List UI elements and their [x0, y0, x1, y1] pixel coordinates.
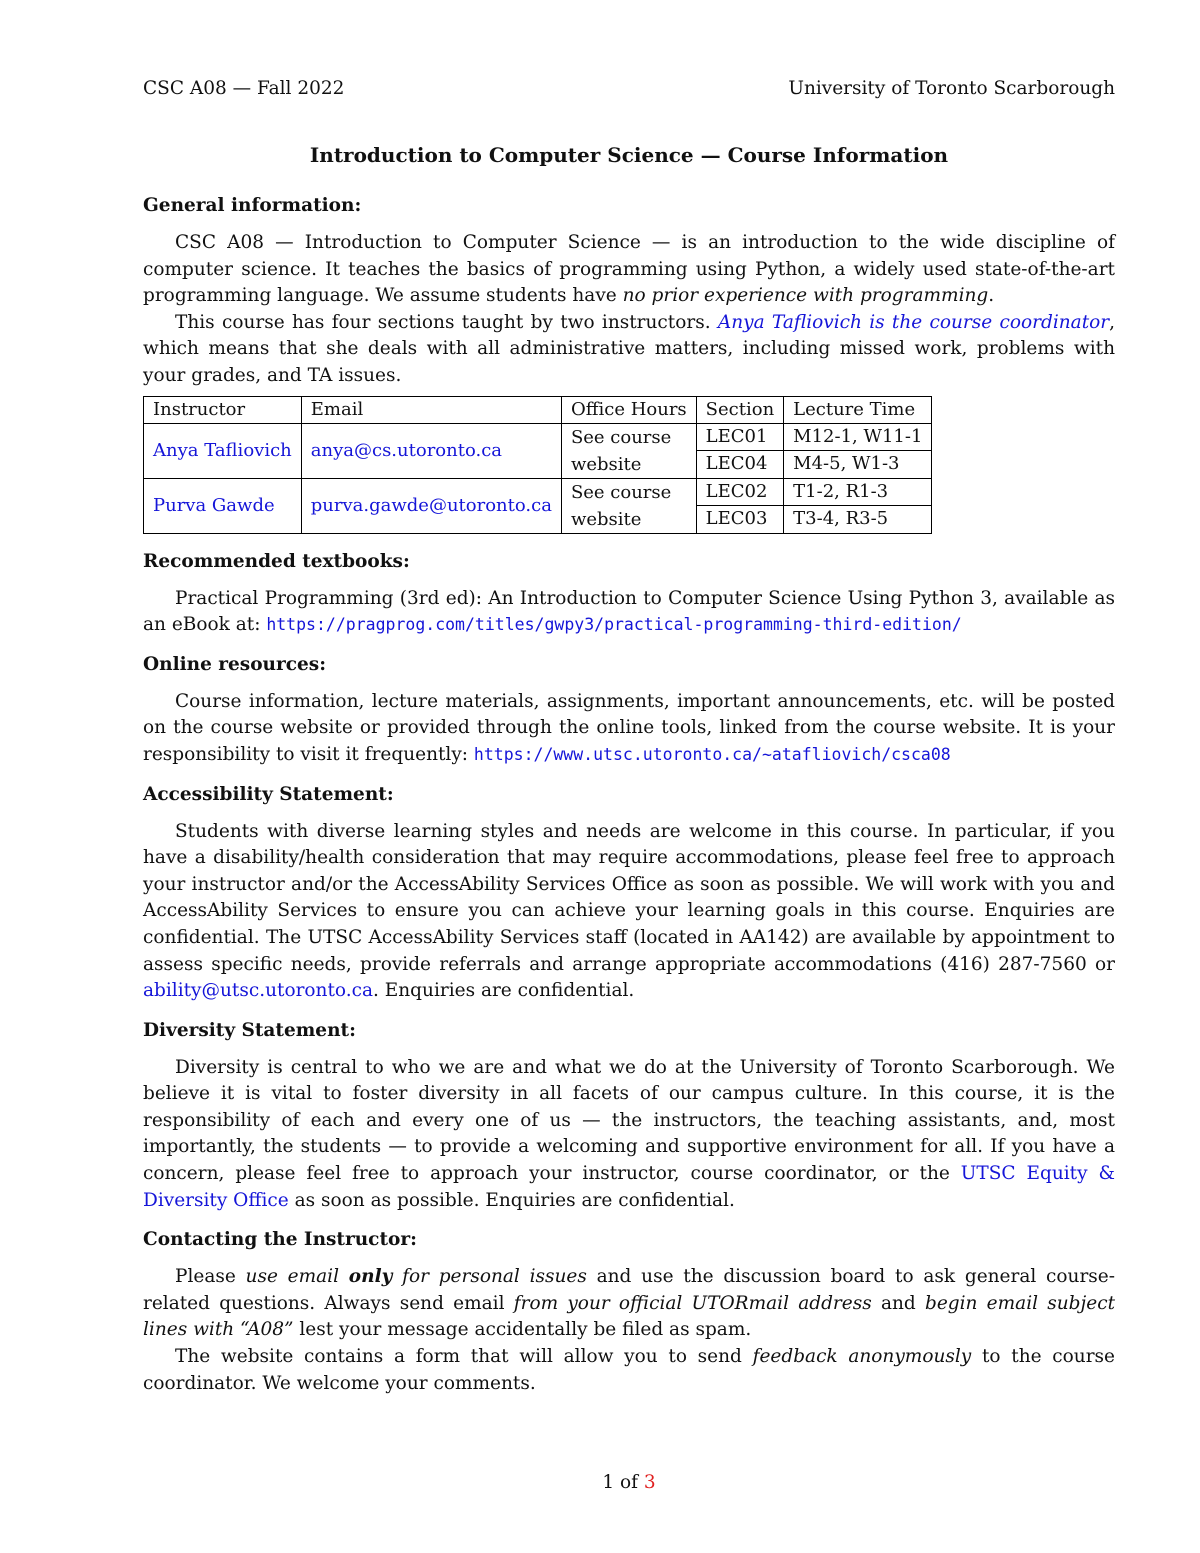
diversity-paragraph: Diversity is central to who we are and what we do at the University of Toronto Scarborough. We believe it is vital to foster diversity in all facets of our campus culture. In this course, it is the responsibility of each and every one of us — the instructors, the teaching assistants, and, most importantly, the students — to provide a welcoming and supportive environment for all. If you have a concern, please feel free to approach your instructor, course coordinator, or the UTSC Equity & Diversity Office as soon as possible. Enquiries are confidential. — [143, 1056, 1115, 1211]
general-section — [143, 192, 1115, 534]
office-hours-cell: See course website — [561, 423, 696, 478]
instructor-name-link[interactable]: Anya Tafliovich — [144, 423, 302, 478]
document-body — [143, 192, 1115, 1409]
accessibility-email-link[interactable]: ability@utsc.utoronto.ca — [143, 980, 373, 1002]
textbooks-paragraph: Practical Programming (3rd ed): An Introduction to Computer Science Using Python 3, available as an eBook at: https://pragprog.com/titles/gwpy3/practical-programming-third-edition/ — [143, 587, 1115, 636]
textbook-url-link[interactable]: https://pragprog.com/titles/gwpy3/practical-programming-third-edition/ — [266, 615, 962, 635]
section-cell: LEC01 — [696, 423, 783, 451]
page-total-link[interactable]: 3 — [643, 1472, 656, 1493]
lecture-time-cell: M12-1, W11-1 — [784, 423, 932, 451]
instructor-email-link[interactable]: purva.gawde@utoronto.ca — [301, 478, 561, 533]
table-row — [144, 423, 932, 451]
general-paragraph-1: CSC A08 — Introduction to Computer Science — is an introduction to the wide discipline of computer science. It teaches the basics of programming using Python, a widely used state-of-the-art programming language. We assume students have no prior experience with programming. — [143, 232, 1115, 307]
contacting-heading: Contacting the Instructor: — [143, 1229, 417, 1251]
diversity-section — [143, 1017, 1115, 1215]
table-header: Email — [301, 396, 561, 423]
contacting-paragraph-2: The website contains a form that will allow you to send feedback anonymously to the course coordinator. We welcome your comments. — [143, 1346, 1115, 1394]
page-footer: 1 of 3 — [602, 1472, 656, 1493]
lecture-time-cell: T1-2, R1-3 — [784, 478, 932, 506]
diversity-heading: Diversity Statement: — [143, 1019, 356, 1041]
instructor-name-link[interactable]: Purva Gawde — [144, 478, 302, 533]
table-header: Lecture Time — [784, 396, 932, 423]
office-hours-cell: See course website — [561, 478, 696, 533]
page-title: Introduction to Computer Science — Course Information — [309, 143, 949, 167]
course-code: CSC A08 — Fall 2022 — [143, 78, 345, 99]
general-heading: General information: — [143, 195, 362, 216]
instructor-table — [143, 396, 932, 534]
accessibility-paragraph: Students with diverse learning styles and needs are welcome in this course. In particular, if you have a disability/health consideration that may require accommodations, please feel free to approach your instructor and/or the AccessAbility Services Office as soon as possible. We will work with you and AccessAbility Services to ensure you can achieve your learning goals in this course. Enquiries are confidential. The UTSC AccessAbility Services staff (located in AA142) are available by appointment to assess specific needs, provide referrals and arrange appropriate accommodations (416) 287-7560 or ability@utsc.utoronto.ca. Enquiries are confidential. — [143, 820, 1115, 1002]
accessibility-heading: Accessibility Statement: — [143, 783, 394, 805]
contacting-paragraph-1: Please use email only for personal issues and use the discussion board to ask general course-related questions. Always send email from your official UTORmail address and begin email subject lines with “A08” lest your message accidentally be filed as spam. — [143, 1266, 1116, 1341]
accessibility-section — [143, 781, 1115, 1005]
table-header: Office Hours — [561, 396, 696, 423]
lecture-time-cell: T3-4, R3-5 — [784, 506, 932, 534]
online-section — [143, 651, 1115, 769]
online-heading: Online resources: — [143, 653, 327, 675]
textbooks-heading: Recommended textbooks: — [143, 550, 410, 572]
section-cell: LEC02 — [696, 478, 783, 506]
course-website-link[interactable]: https://www.utsc.utoronto.ca/~atafliovich/csca08 — [473, 744, 951, 764]
textbooks-section — [143, 548, 1115, 639]
equity-office-link[interactable]: UTSC Equity & Diversity Office — [143, 1163, 1115, 1211]
table-header: Section — [696, 396, 783, 423]
lecture-time-cell: M4-5, W1-3 — [784, 451, 932, 479]
page-number: 1 — [602, 1472, 615, 1493]
table-header: Instructor — [144, 396, 302, 423]
instructor-email-link[interactable]: anya@cs.utoronto.ca — [301, 423, 561, 478]
online-paragraph: Course information, lecture materials, assignments, important announcements, etc. will be posted on the course website or provided through the online tools, linked from the course website. It is your responsibility to visit it frequently: https://www.utsc.utoronto.ca/~atafliovich/csca08 — [143, 690, 1115, 765]
section-cell: LEC04 — [696, 451, 783, 479]
university-name: University of Toronto Scarborough — [788, 78, 1115, 99]
table-header-row — [144, 396, 932, 423]
section-cell: LEC03 — [696, 506, 783, 534]
contacting-section — [143, 1226, 1115, 1397]
general-paragraph-2: This course has four sections taught by two instructors. Anya Tafliovich is the course coordinator, which means that she deals with all administrative matters, including missed work, problems with your grades, and TA issues. — [143, 311, 1115, 386]
table-row — [144, 478, 932, 506]
page-header — [143, 76, 1115, 103]
coordinator-link[interactable]: Anya Tafliovich is the course coordinator — [717, 311, 1110, 333]
